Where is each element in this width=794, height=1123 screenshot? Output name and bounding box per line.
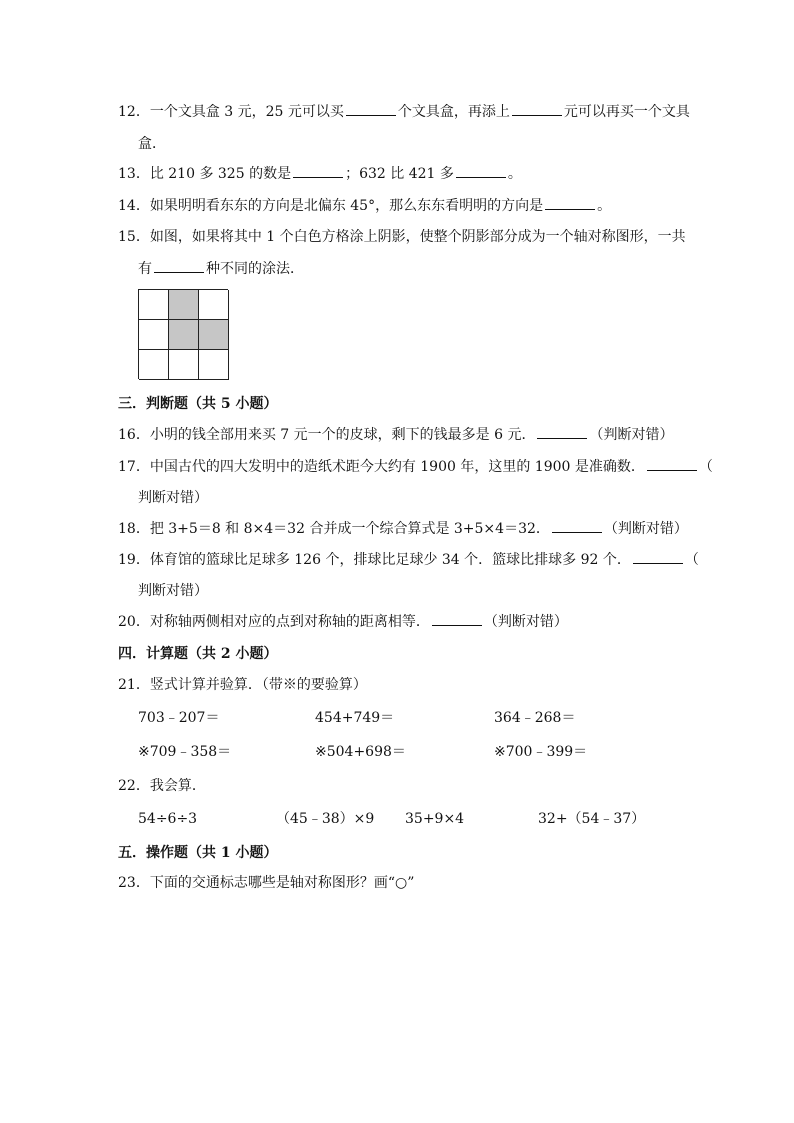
question-23 [118, 874, 414, 892]
question-number: 18． [118, 521, 150, 537]
question-text: 如果明明看东东的方向是北偏东 45°，那么东东看明明的方向是 [149, 198, 544, 214]
question-text: 个文具盒，再添上 [397, 104, 510, 120]
calc-item: 32+（54﹣37） [538, 811, 646, 827]
answer-blank[interactable] [647, 458, 697, 471]
question-text: 对称轴两侧相对应的点到对称轴的距离相等． [149, 614, 430, 630]
question-21 [118, 676, 367, 694]
question-number: 15． [118, 229, 150, 245]
grid-cell-shaded [169, 290, 199, 320]
question-12 [118, 103, 690, 121]
answer-blank[interactable] [512, 103, 562, 116]
grid-cell-white [139, 320, 169, 350]
question-text: ；632 比 421 多 [345, 166, 454, 182]
question-number: 13． [118, 166, 150, 182]
section-title-judgement: 三．判断题（共 5 小题） [118, 396, 278, 412]
question-text: 一个文具盒 3 元，25 元可以买 [149, 104, 344, 120]
answer-blank[interactable] [552, 520, 602, 533]
question-text: 比 210 多 325 的数是 [149, 166, 292, 182]
question-tail: （ [698, 459, 713, 475]
answer-blank[interactable] [633, 551, 683, 564]
answer-blank[interactable] [537, 426, 587, 439]
question-text: 竖式计算并验算．（带※的要验算） [149, 677, 367, 693]
calc-item: ※709﹣358＝ [138, 744, 232, 760]
question-tail: （判断对错） [483, 614, 568, 630]
answer-blank[interactable] [154, 260, 204, 273]
question-tail: （判断对错） [589, 427, 674, 443]
question-tail: （判断对错） [603, 521, 688, 537]
question-text: 下面的交通标志哪些是轴对称图形？画“○” [149, 875, 415, 891]
question-22 [118, 777, 206, 795]
question-number: 21． [118, 677, 150, 693]
question-number: 17． [118, 459, 150, 475]
question-text: 把 3+5＝8 和 8×4＝32 合并成一个综合算式是 3+5×4＝32． [149, 521, 550, 537]
question-number: 16． [118, 427, 150, 443]
calc-item: ※504+698＝ [315, 744, 406, 760]
question-text: 。 [597, 198, 612, 214]
calc-item: 364﹣268＝ [494, 710, 576, 726]
question-number: 20． [118, 614, 150, 630]
question-number: 22． [118, 778, 150, 794]
grid-cell-white [199, 290, 229, 320]
question-number: 14． [118, 198, 150, 214]
question-text: 我会算． [149, 778, 206, 794]
question-text: 有 [138, 261, 152, 277]
calc-item: 454+749＝ [315, 710, 395, 726]
section-title-operation: 五．操作题（共 1 小题） [118, 845, 278, 861]
grid-cell-white [199, 350, 229, 380]
calc-item: （45﹣38）×9 [276, 811, 375, 827]
question-12-continuation: 盒． [138, 136, 166, 152]
question-text: 小明的钱全部用来买 7 元一个的皮球，剩下的钱最多是 6 元． [149, 427, 536, 443]
question-text: 元可以再买一个文具 [563, 104, 690, 120]
question-19-continuation: 判断对错） [138, 583, 208, 599]
grid-cell-shaded [169, 320, 199, 350]
question-text: 体育馆的篮球比足球多 126 个，排球比足球少 34 个．篮球比排球多 92 个． [149, 552, 631, 568]
question-number: 23． [118, 875, 150, 891]
answer-blank[interactable] [346, 103, 396, 116]
section-title-calculation: 四．计算题（共 2 小题） [118, 646, 278, 662]
calc-item: 35+9×4 [405, 811, 465, 827]
question-15-continuation [138, 260, 304, 278]
question-number: 12． [118, 104, 150, 120]
question-number: 19． [118, 552, 150, 568]
grid-cell-white [139, 350, 169, 380]
answer-blank[interactable] [456, 165, 506, 178]
question-text: 如图，如果将其中 1 个白色方格涂上阴影，使整个阴影部分成为一个轴对称图形，一共 [149, 229, 686, 245]
question-15 [118, 228, 686, 246]
question-19 [118, 551, 699, 569]
question-14 [118, 197, 611, 215]
question-13 [118, 165, 522, 183]
question-18 [118, 520, 688, 538]
question-tail: （ [684, 552, 699, 568]
calc-item: 54÷6÷3 [138, 811, 198, 827]
calc-item: 703﹣207＝ [138, 710, 220, 726]
grid-cell-white [169, 350, 199, 380]
answer-blank[interactable] [432, 613, 482, 626]
square-grid-figure [138, 289, 228, 379]
answer-blank[interactable] [293, 165, 343, 178]
calc-item: ※700﹣399＝ [494, 744, 588, 760]
question-text: 中国古代的四大发明中的造纸术距今大约有 1900 年，这里的 1900 是准确数． [149, 459, 645, 475]
question-17-continuation: 判断对错） [138, 490, 208, 506]
question-16 [118, 426, 673, 444]
question-text: 种不同的涂法． [206, 261, 304, 277]
answer-blank[interactable] [545, 197, 595, 210]
question-17 [118, 458, 713, 476]
question-text: 。 [507, 166, 522, 182]
grid-cell-shaded [199, 320, 229, 350]
question-20 [118, 613, 568, 631]
grid-cell-white [139, 290, 169, 320]
